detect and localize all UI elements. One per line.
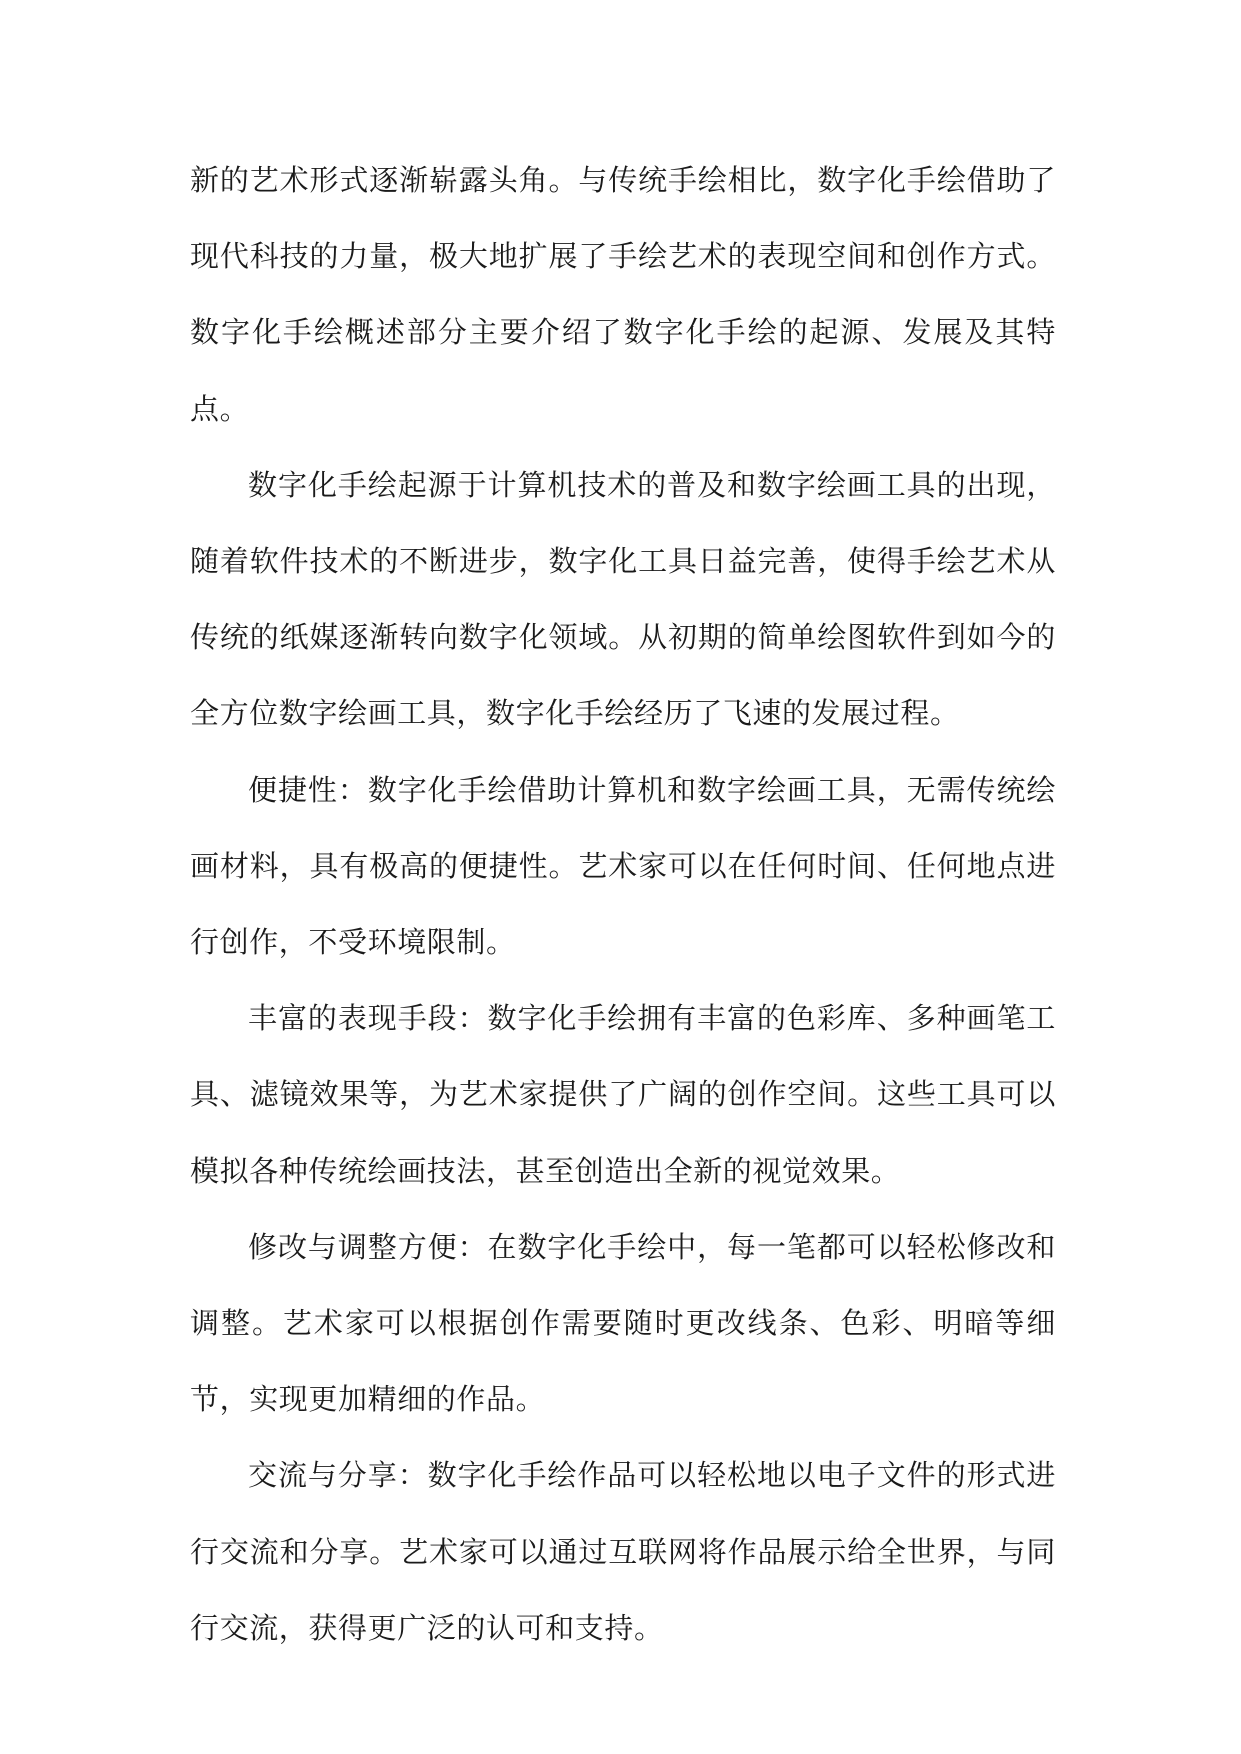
paragraph-digital-painting-intro: 新的艺术形式逐渐崭露头角。与传统手绘相比，数字化手绘借助了现代科技的力量，极大地扩展了手绘艺术的表现空间和创作方式。数字化手绘概述部分主要介绍了数字化手绘的起源、发展及其特点。 — [190, 163, 1056, 426]
paragraph-sharing: 交流与分享：数字化手绘作品可以轻松地以电子文件的形式进行交流和分享。艺术家可以通过互联网将作品展示给全世界，与同行交流，获得更广泛的认可和支持。 — [190, 1458, 1056, 1645]
paragraph-rich-expression: 丰富的表现手段：数字化手绘拥有丰富的色彩库、多种画笔工具、滤镜效果等，为艺术家提供了广阔的创作空间。这些工具可以模拟各种传统绘画技法，甚至创造出全新的视觉效果。 — [190, 1001, 1056, 1188]
paragraph-easy-editing: 修改与调整方便：在数字化手绘中，每一笔都可以轻松修改和调整。艺术家可以根据创作需要随时更改线条、色彩、明暗等细节，实现更加精细的作品。 — [190, 1229, 1056, 1417]
paragraph-convenience: 便捷性：数字化手绘借助计算机和数字绘画工具，无需传统绘画材料，具有极高的便捷性。艺术家可以在任何时间、任何地点进行创作，不受环境限制。 — [190, 772, 1056, 960]
document-body — [190, 142, 1056, 1666]
paragraph-origin-development: 数字化手绘起源于计算机技术的普及和数字绘画工具的出现，随着软件技术的不断进步，数字化工具日益完善，使得手绘艺术从传统的纸媒逐渐转向数字化领域。从初期的简单绘图软件到如今的全方位数字绘画工具，数字化手绘经历了飞速的发展过程。 — [190, 467, 1056, 731]
